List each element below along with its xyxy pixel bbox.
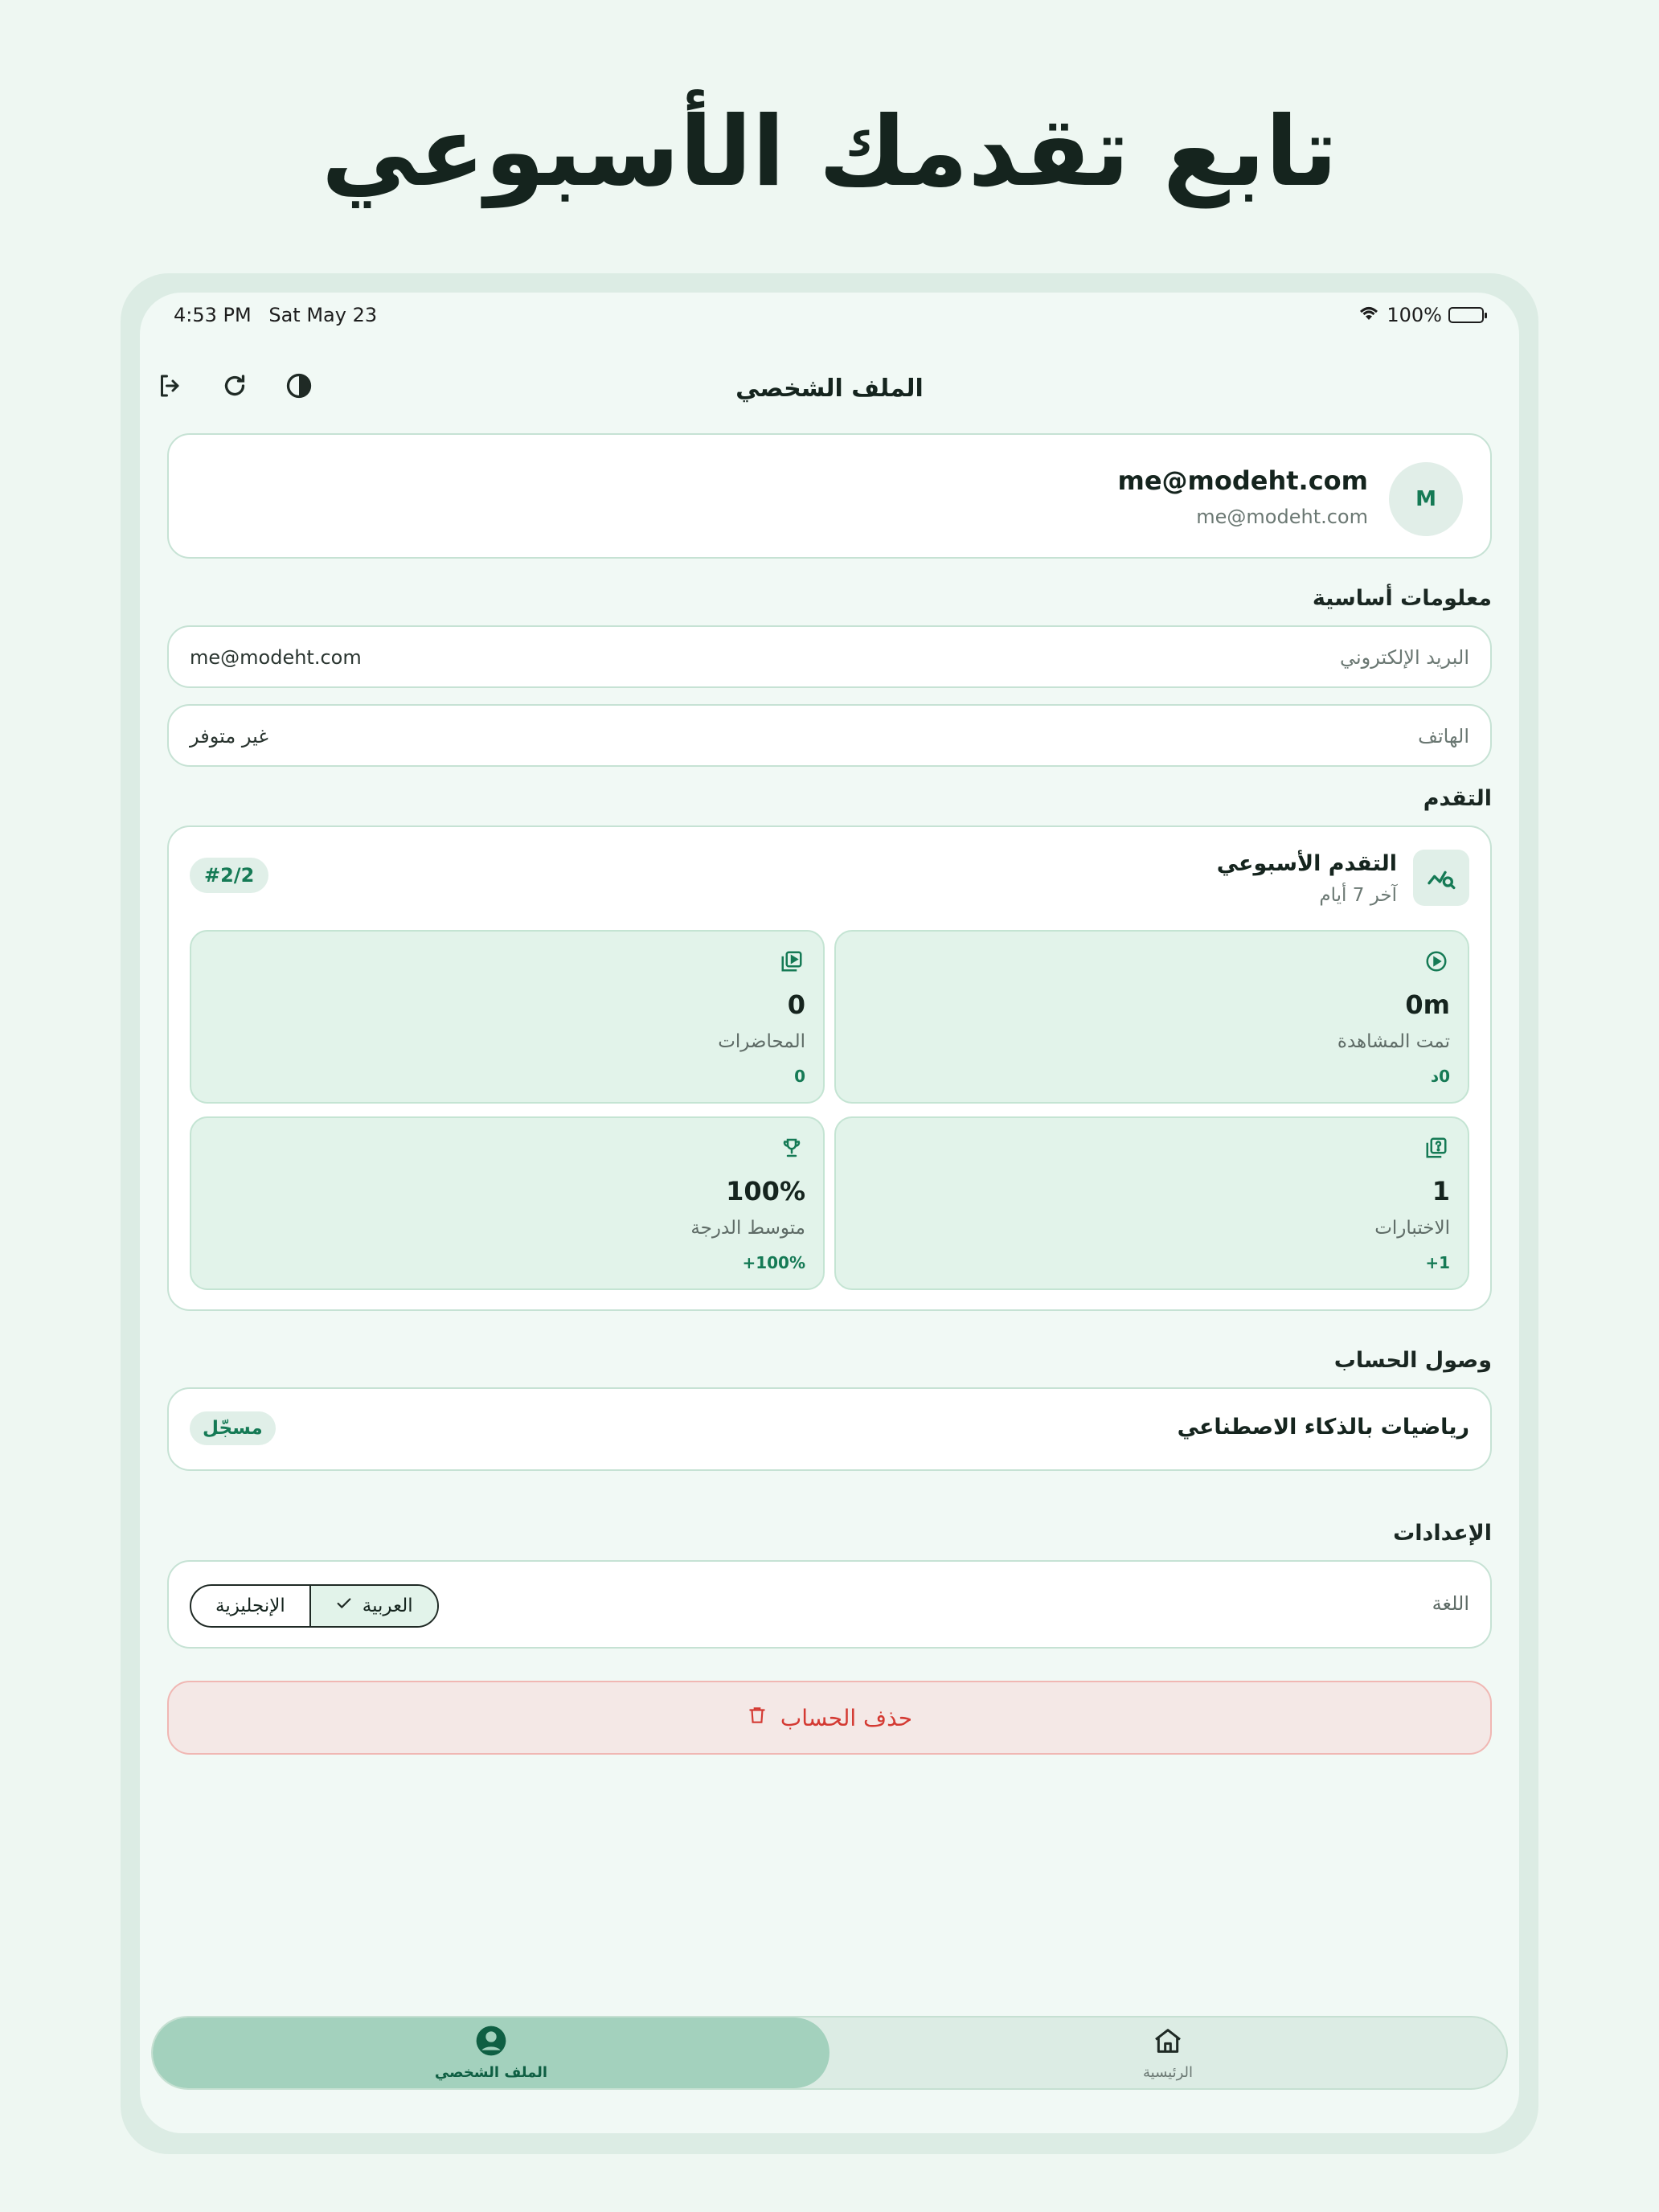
- stat-value: 0m: [1405, 989, 1450, 1020]
- email-field: [167, 625, 1492, 688]
- phone-value: غير متوفر: [190, 725, 268, 748]
- access-section-title: وصول الحساب: [1333, 1348, 1492, 1373]
- trend-analytics-icon: [1413, 850, 1469, 906]
- stat-label: المحاضرات: [718, 1031, 805, 1052]
- profile-name: me@modeht.com: [1117, 465, 1368, 496]
- device-screen: [140, 293, 1519, 2133]
- language-option-arabic[interactable]: [309, 1586, 437, 1626]
- stat-card-lectures: [190, 930, 825, 1104]
- tab-home[interactable]: [830, 2017, 1506, 2088]
- stat-value: 0: [787, 989, 805, 1020]
- stat-label: الاختبارات: [1374, 1218, 1450, 1239]
- promo-title: تابع تقدمك الأسبوعي: [321, 96, 1338, 208]
- settings-section-title: الإعدادات: [1393, 1521, 1492, 1546]
- weekly-progress-card: [167, 825, 1492, 1311]
- battery-icon: [1448, 307, 1484, 323]
- profile-card: [167, 433, 1492, 559]
- language-option-label: الإنجليزية: [215, 1596, 285, 1616]
- stat-label: متوسط الدرجة: [690, 1218, 805, 1239]
- tab-label: الرئيسية: [1143, 2064, 1193, 2081]
- trophy-icon: [778, 1134, 805, 1161]
- stat-value: 1: [1432, 1176, 1450, 1206]
- progress-section-title: التقدم: [1423, 786, 1492, 811]
- stat-delta: 1+: [1425, 1253, 1450, 1272]
- tab-label: الملف الشخصي: [434, 2064, 548, 2081]
- phone-label: الهاتف: [1418, 725, 1469, 748]
- delete-account-label: حذف الحساب: [780, 1704, 913, 1731]
- battery-percent: 100%: [1387, 304, 1442, 326]
- quiz-icon: [1423, 1134, 1450, 1161]
- basic-info-title: معلومات أساسية: [1312, 586, 1492, 611]
- trash-icon: [747, 1705, 768, 1731]
- weekly-progress-title: التقدم الأسبوعي: [1216, 851, 1397, 876]
- status-time: 4:53 PM: [174, 304, 252, 326]
- bottom-tab-bar: [151, 2016, 1508, 2090]
- status-bar: [140, 293, 1519, 338]
- weekly-progress-subtitle: آخر 7 أيام: [1319, 885, 1397, 906]
- language-option-english[interactable]: [191, 1586, 309, 1626]
- page-title: الملف الشخصي: [735, 375, 924, 403]
- home-icon: [1151, 2025, 1185, 2061]
- language-segmented-control: [190, 1584, 439, 1628]
- language-option-label: العربية: [362, 1596, 413, 1616]
- stat-delta: 0د: [1430, 1067, 1450, 1086]
- delete-account-button[interactable]: [167, 1681, 1492, 1755]
- stat-label: تمت المشاهدة: [1337, 1031, 1450, 1052]
- rank-badge: #2/2: [190, 858, 268, 893]
- course-access-row[interactable]: [167, 1387, 1492, 1471]
- language-label: اللغة: [1432, 1592, 1469, 1615]
- email-label: البريد الإلكتروني: [1339, 646, 1469, 669]
- phone-field: [167, 704, 1492, 767]
- status-date: Sat May 23: [268, 304, 378, 326]
- stat-card-watched: [834, 930, 1469, 1104]
- toolbar: [140, 354, 1519, 418]
- course-name: رياضيات بالذكاء الاصطناعي: [1177, 1415, 1469, 1440]
- stat-delta: 0: [794, 1067, 805, 1086]
- stat-card-average-score: [190, 1116, 825, 1290]
- wifi-icon: [1358, 304, 1380, 326]
- stat-card-quizzes: [834, 1116, 1469, 1290]
- profile-email: me@modeht.com: [1196, 506, 1368, 528]
- enrolled-badge: مسجّل: [190, 1411, 276, 1445]
- person-icon: [475, 2025, 507, 2061]
- avatar: M: [1389, 462, 1463, 536]
- checkmark-icon: [335, 1595, 353, 1617]
- stat-delta: 100%+: [742, 1253, 805, 1272]
- email-value: me@modeht.com: [190, 646, 362, 669]
- language-setting-row: [167, 1560, 1492, 1649]
- tab-profile[interactable]: [153, 2017, 830, 2088]
- video-library-icon: [778, 948, 805, 975]
- stat-value: 100%: [726, 1176, 805, 1206]
- play-circle-icon: [1423, 948, 1450, 975]
